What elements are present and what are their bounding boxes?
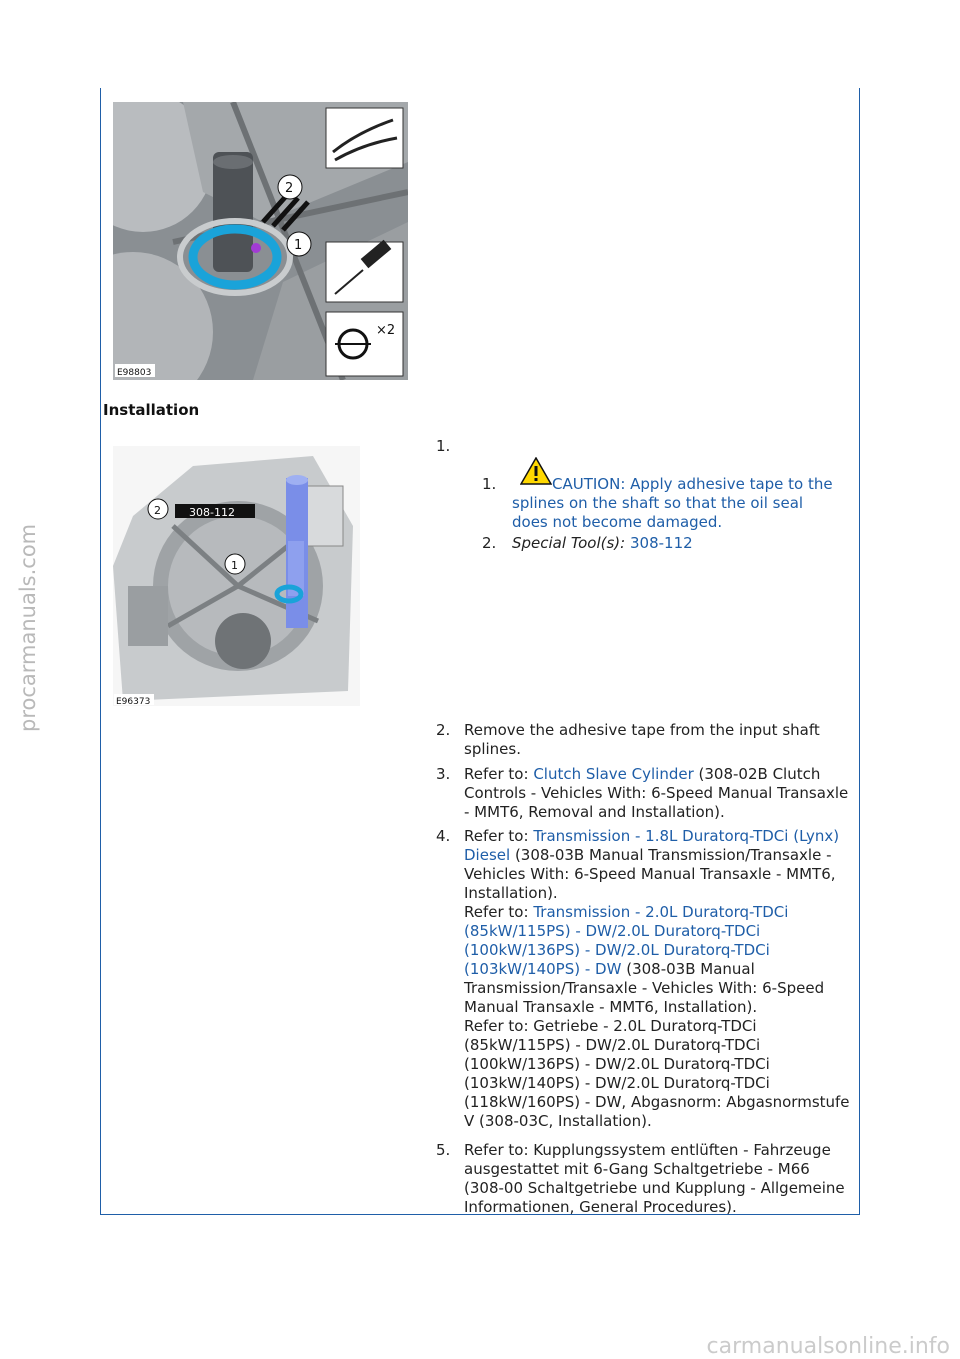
special-tool-link[interactable]: 308-112: [630, 534, 693, 552]
special-tools-label: Special Tool(s):: [512, 534, 626, 552]
figure-code: E96373: [116, 697, 151, 706]
bottom-watermark: carmanualsonline.info: [706, 1334, 950, 1359]
refer-prefix: Refer to:: [464, 765, 529, 783]
refer-suffix: (308-03B Manual Transmission/Transaxle - Vehicles With: 6-Speed Manual Transaxle - MMT6, Installation).: [464, 846, 836, 902]
sub-step-number: 1.: [482, 475, 497, 493]
figure-code: E98803: [117, 368, 152, 378]
callout-1: 1: [231, 559, 238, 572]
transmission-1-8-link[interactable]: Transmission - 1.8L Duratorq-TDCi (Lynx) Diesel: [464, 827, 840, 864]
step-1: [436, 437, 450, 456]
refer-text: Refer to: Getriebe - 2.0L Duratorq-TDCi (85kW/115PS) - DW/2.0L Duratorq-TDCi (100kW/136PS) - DW/2.0L Duratorq-TDCi (103kW/140PS) - DW/2.0L Duratorq-TDCi (118kW/160PS) - DW, Abgasnorm: Abgasnormstufe V (308-03C, Installation).: [464, 1017, 850, 1130]
step-text: [464, 765, 852, 822]
step-text: Remove the adhesive tape from the input shaft splines.: [464, 721, 820, 758]
refer-prefix: Refer to:: [464, 827, 529, 845]
multiplier-label: ×2: [376, 323, 396, 338]
callout-2: 2: [154, 504, 161, 517]
refer-prefix: Refer to:: [464, 903, 529, 921]
refer-suffix: (308-02B Clutch Controls - Vehicles With: 6-Speed Manual Transaxle - MMT6, Removal and Installation).: [464, 765, 849, 821]
caution-text: CAUTION: Apply adhesive tape to the splines on the shaft so that the oil seal does not become damaged.: [512, 475, 833, 531]
refer-suffix: (308-03B Manual Transmission/Transaxle - Vehicles With: 6-Speed Manual Transaxle - MMT6, Installation).: [464, 960, 825, 1016]
step-text: [464, 827, 852, 1131]
removal-illustration: [113, 102, 408, 380]
installation-illustration: [113, 446, 360, 706]
sub-step-number: 2.: [482, 534, 497, 552]
step-number: 3.: [436, 765, 451, 783]
installation-heading: Installation: [103, 401, 200, 419]
callout-2: 2: [285, 181, 294, 196]
callout-1: 1: [294, 238, 303, 253]
tool-label: 308-112: [189, 506, 235, 519]
step-number: 4.: [436, 827, 451, 845]
step-number: 2.: [436, 721, 451, 739]
transmission-2-0-link[interactable]: Transmission - 2.0L Duratorq-TDCi (85kW/115PS) - DW/2.0L Duratorq-TDCi (100kW/136PS) - DW/2.0L Duratorq-TDCi (103kW/140PS) - DW: [464, 903, 789, 978]
step-number: 5.: [436, 1141, 451, 1159]
step-text: Refer to: Kupplungssystem entlüften - Fahrzeuge ausgestattet mit 6-Gang Schaltgetriebe - M66 (308-00 Schaltgetriebe und Kupplung - Allgemeine Informationen, General Procedures).: [464, 1141, 845, 1216]
step-number: 1.: [436, 437, 451, 455]
side-watermark: procarmanuals.com: [16, 523, 40, 732]
clutch-slave-cylinder-link[interactable]: Clutch Slave Cylinder: [533, 765, 694, 783]
